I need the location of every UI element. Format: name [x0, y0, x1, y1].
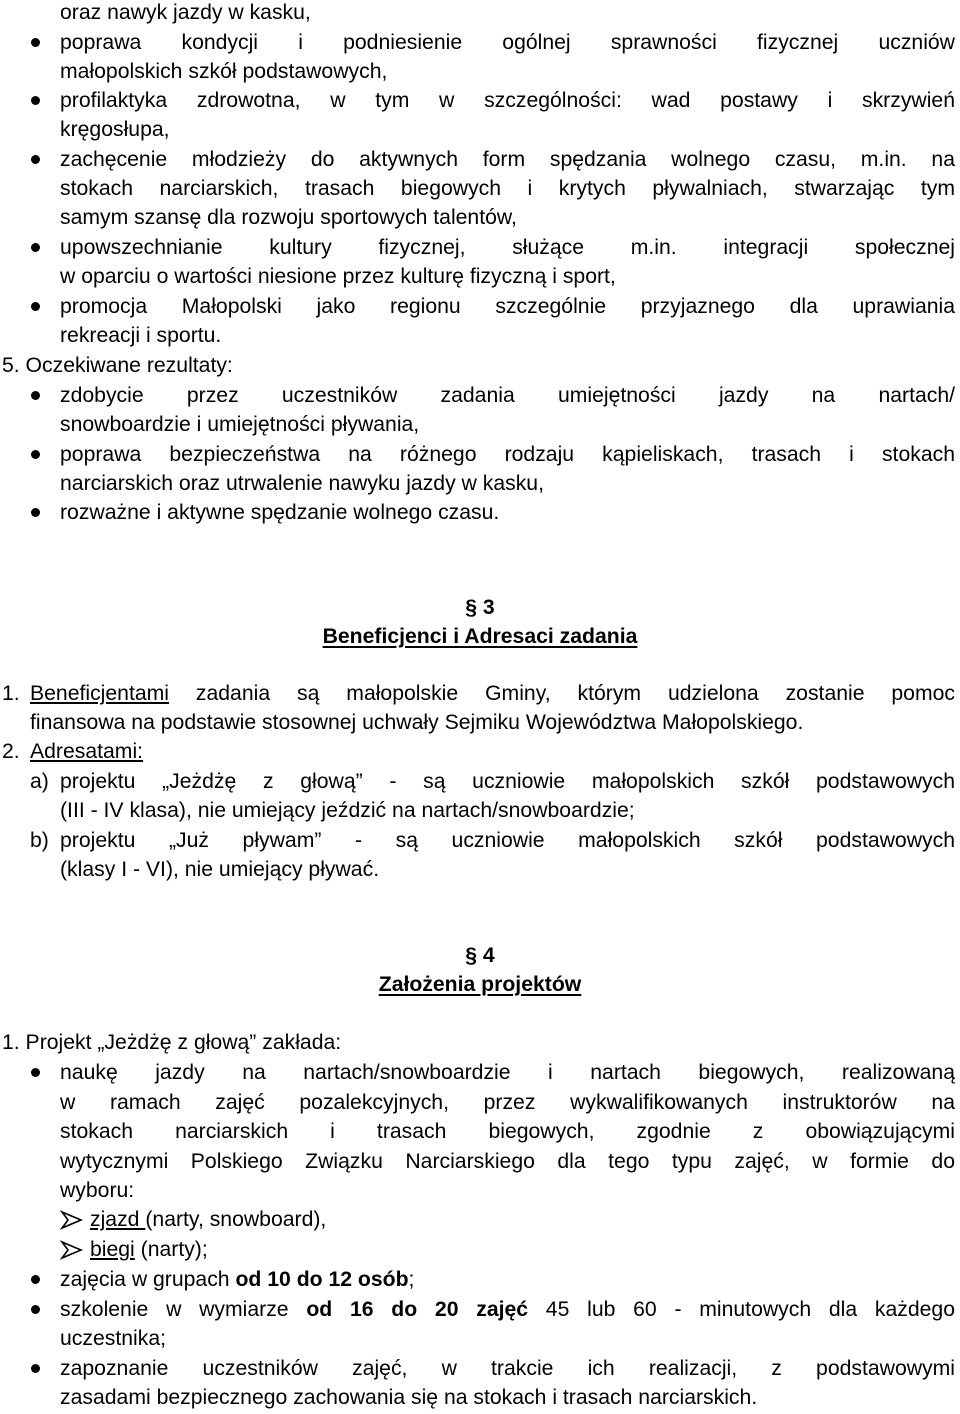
bullet	[31, 302, 40, 311]
text-span: zadania są małopolskie Gminy, którym udzielona zostanie pomoc	[168, 682, 955, 705]
bullet	[31, 391, 40, 400]
list-item-text: (klasy I - VI), nie umiejący pływać.	[60, 858, 380, 881]
bold-text: od 16 do 20 zajęć	[306, 1298, 529, 1321]
paragraph-text	[30, 679, 955, 708]
section-title: Założenia projektów	[378, 973, 582, 996]
list-item-text: upowszechnianie kultury fizycznej, służące m.in. integracji społecznej	[60, 236, 955, 259]
list-label: b)	[30, 829, 49, 852]
underlined-term: biegi	[90, 1238, 135, 1261]
list-item-text: poprawa kondycji i podniesienie ogólnej sprawności fizycznej uczniów	[60, 31, 955, 54]
underlined-term: Beneficjentami	[30, 682, 169, 705]
bold-text: od 10 do 12 osób	[235, 1268, 409, 1291]
bullet	[31, 1275, 40, 1284]
list-item-text: zapoznanie uczestników zajęć, w trakcie ich realizacji, z podstawowymi	[60, 1357, 955, 1380]
text-line: oraz nawyk jazdy w kasku,	[60, 1, 311, 24]
list-item-text: zdobycie przez uczestników zadania umiejętności jazdy na nartach/	[60, 384, 955, 407]
underlined-term: zjazd	[90, 1208, 146, 1231]
section-number: § 4	[465, 944, 495, 967]
list-item-text: zasadami bezpiecznego zachowania się na stokach i trasach narciarskich.	[60, 1386, 758, 1409]
list-item-text	[60, 1265, 414, 1294]
bullet	[31, 243, 40, 252]
list-item-text: uczestnika;	[60, 1327, 166, 1350]
list-item-text: promocja Małopolski jako regionu szczególnie przyjaznego dla uprawiania	[60, 295, 955, 318]
list-item-text: (III - IV klasa), nie umiejący jeździć na nartach/snowboardzie;	[60, 799, 635, 822]
list-item-text: zachęcenie młodzieży do aktywnych form spędzania wolnego czasu, m.in. na	[60, 148, 955, 171]
text-span: ;	[408, 1268, 415, 1291]
section-number: § 3	[465, 596, 495, 619]
list-label: a)	[30, 770, 49, 793]
list-item-text: projektu „Jeżdżę z głową” - są uczniowie małopolskich szkół podstawowych	[60, 770, 955, 793]
paragraph-text: finansowa na podstawie stosownej uchwały Sejmiku Województwa Małopolskiego.	[30, 711, 804, 734]
sub-item-text	[90, 1205, 326, 1234]
text-span: szkolenie w wymiarze	[60, 1298, 307, 1321]
list-item-text: kręgosłupa,	[60, 118, 170, 141]
bullet	[31, 1305, 40, 1314]
paragraph-number: 2.	[2, 740, 20, 763]
list-item-text: narciarskich oraz utrwalenie nawyku jazdy w kasku,	[60, 472, 544, 495]
bullet	[31, 450, 40, 459]
underlined-term: Adresatami:	[30, 740, 144, 763]
list-item-text: w oparciu o wartości niesione przez kulturę fizyczną i sport,	[60, 265, 616, 288]
bullet	[31, 38, 40, 47]
list-item-text: małopolskich szkół podstawowych,	[60, 60, 388, 83]
section-title: Beneficjenci i Adresaci zadania	[322, 625, 638, 648]
section-title-wrap	[0, 970, 960, 999]
bullet	[31, 155, 40, 164]
arrow-bullet-icon	[60, 1240, 84, 1260]
text-span: (narty);	[134, 1238, 208, 1261]
list-item-text: projektu „Już pływam” - są uczniowie małopolskich szkół podstawowych	[60, 829, 955, 852]
list-item-text	[60, 1295, 955, 1324]
list-item-text: stokach narciarskich i trasach biegowych, zgodnie z obowiązującymi	[60, 1120, 955, 1143]
section-heading: 5. Oczekiwane rezultaty:	[2, 354, 233, 377]
list-item-text: rozważne i aktywne spędzanie wolnego czasu.	[60, 501, 500, 524]
section-title-wrap	[0, 622, 960, 651]
list-item-text: samym szansę dla rozwoju sportowych talentów,	[60, 206, 517, 229]
bullet	[31, 1364, 40, 1373]
list-item-text: poprawa bezpieczeństwa na różnego rodzaju kąpieliskach, trasach i stokach	[60, 443, 955, 466]
arrow-bullet-icon	[60, 1210, 84, 1230]
list-item-text: stokach narciarskich, trasach biegowych i krytych pływalniach, stwarzając tym	[60, 177, 955, 200]
bullet	[31, 96, 40, 105]
list-item-text: rekreacji i sportu.	[60, 324, 222, 347]
sub-item-text	[90, 1235, 208, 1264]
list-item-text: w ramach zajęć pozalekcyjnych, przez wykwalifikowanych instruktorów na	[60, 1091, 955, 1114]
paragraph-number: 1.	[2, 682, 20, 705]
paragraph-text	[30, 737, 143, 766]
paragraph-text: 1. Projekt „Jeżdżę z głową” zakłada:	[2, 1031, 342, 1054]
bullet	[31, 508, 40, 517]
list-item-text: snowboardzie i umiejętności pływania,	[60, 413, 420, 436]
list-item-text: wyboru:	[60, 1179, 135, 1202]
text-span: 45 lub 60 - minutowych dla każdego	[528, 1298, 955, 1321]
list-item-text: naukę jazdy na nartach/snowboardzie i nartach biegowych, realizowaną	[60, 1061, 955, 1084]
text-span: (narty, snowboard),	[145, 1208, 327, 1231]
list-item-text: profilaktyka zdrowotna, w tym w szczególności: wad postawy i skrzywień	[60, 89, 955, 112]
text-span: zajęcia w grupach	[60, 1268, 236, 1291]
bullet	[31, 1068, 40, 1077]
list-item-text: wytycznymi Polskiego Związku Narciarskiego dla tego typu zajęć, w formie do	[60, 1150, 955, 1173]
